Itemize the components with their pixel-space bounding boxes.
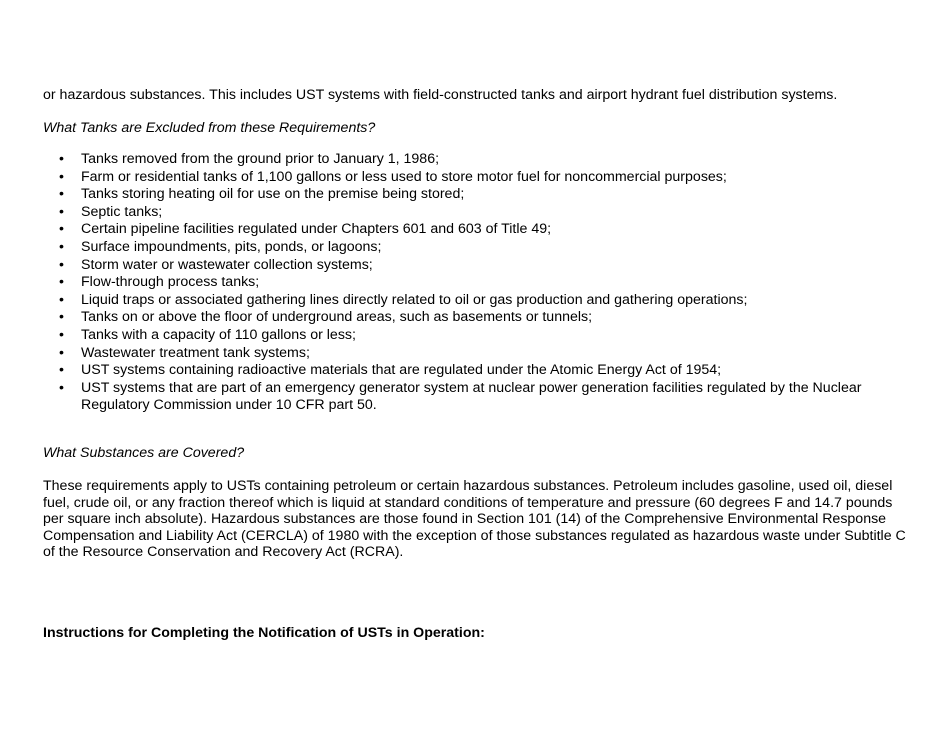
bullet-icon: •: [59, 256, 64, 273]
list-item: [43, 239, 913, 257]
list-item-text: Tanks removed from the ground prior to January 1, 1986;: [81, 151, 440, 167]
list-item: [43, 309, 913, 327]
list-item-text: Storm water or wastewater collection systems;: [81, 256, 373, 273]
list-item-text: Septic tanks;: [81, 203, 163, 220]
bullet-icon: •: [59, 186, 64, 203]
list-item: [43, 274, 913, 292]
list-item-text: Tanks with a capacity of 110 gallons or less;: [81, 326, 356, 343]
excluded-tanks-heading: What Tanks are Excluded from these Requirements?: [43, 120, 376, 136]
substances-paragraph: These requirements apply to USTs containing petroleum or certain hazardous substances. Petroleum includes gasoline, used oil, diesel fuel, crude oil, or any fraction thereof which is liquid at standard conditions of temperature and pressure (60 degrees F and 14.7 pounds per square inch absolute). Hazardous substances are those found in Section 101 (14) of the Comprehensive Environmental Response Compensation and Liability Act (CERCLA) of 1980 with the exception of those substances regulated as hazardous waste under Subtitle C of the Resource Conservation and Recovery Act (RCRA).: [43, 477, 906, 561]
list-item: [43, 345, 913, 363]
list-item-text: UST systems containing radioactive materials that are regulated under the Atomic Energy Act of 1954;: [81, 362, 722, 379]
list-item-text: Tanks storing heating oil for use on the premise being stored;: [81, 186, 465, 203]
bullet-icon: •: [59, 362, 64, 379]
bullet-icon: •: [59, 168, 64, 185]
list-item: [43, 186, 913, 204]
list-item: [43, 362, 913, 380]
intro-paragraph: or hazardous substances. This includes UST systems with field-constructed tanks and airport hydrant fuel distribution systems.: [43, 87, 838, 103]
list-item-text: UST systems that are part of an emergency generator system at nuclear power generation facilities regulated by the Nuclear Regulatory Commission under 10 CFR part 50.: [81, 379, 862, 414]
bullet-icon: •: [59, 326, 64, 343]
bullet-icon: •: [59, 344, 64, 361]
bullet-icon: •: [59, 238, 64, 255]
list-item: [43, 204, 913, 222]
list-item-text: Certain pipeline facilities regulated under Chapters 601 and 603 of Title 49;: [81, 221, 552, 238]
bullet-icon: •: [59, 379, 64, 396]
list-item: [43, 327, 913, 345]
bullet-icon: •: [59, 203, 64, 220]
list-item-text: Tanks on or above the floor of underground areas, such as basements or tunnels;: [81, 309, 593, 326]
instructions-heading: Instructions for Completing the Notification of USTs in Operation:: [43, 624, 485, 641]
list-item: [43, 257, 913, 275]
list-item: [43, 221, 913, 239]
list-item-text: Flow-through process tanks;: [81, 274, 260, 291]
bullet-icon: •: [59, 291, 64, 308]
bullet-icon: •: [59, 151, 64, 167]
bullet-icon: •: [59, 274, 64, 291]
bullet-icon: •: [59, 309, 64, 326]
list-item: [43, 169, 913, 187]
document-page: [43, 87, 913, 642]
list-item-text: Farm or residential tanks of 1,100 gallons or less used to store motor fuel for noncommercial purposes;: [81, 168, 727, 185]
list-item-text: Wastewater treatment tank systems;: [81, 344, 310, 361]
excluded-tanks-list: [43, 151, 913, 415]
list-item: [43, 380, 913, 415]
substances-covered-heading: What Substances are Covered?: [43, 444, 245, 461]
list-item-text: Surface impoundments, pits, ponds, or lagoons;: [81, 238, 382, 255]
list-item: [43, 292, 913, 310]
bullet-icon: •: [59, 221, 64, 238]
list-item: [43, 151, 913, 169]
list-item-text: Liquid traps or associated gathering lines directly related to oil or gas production and gathering operations;: [81, 291, 748, 308]
